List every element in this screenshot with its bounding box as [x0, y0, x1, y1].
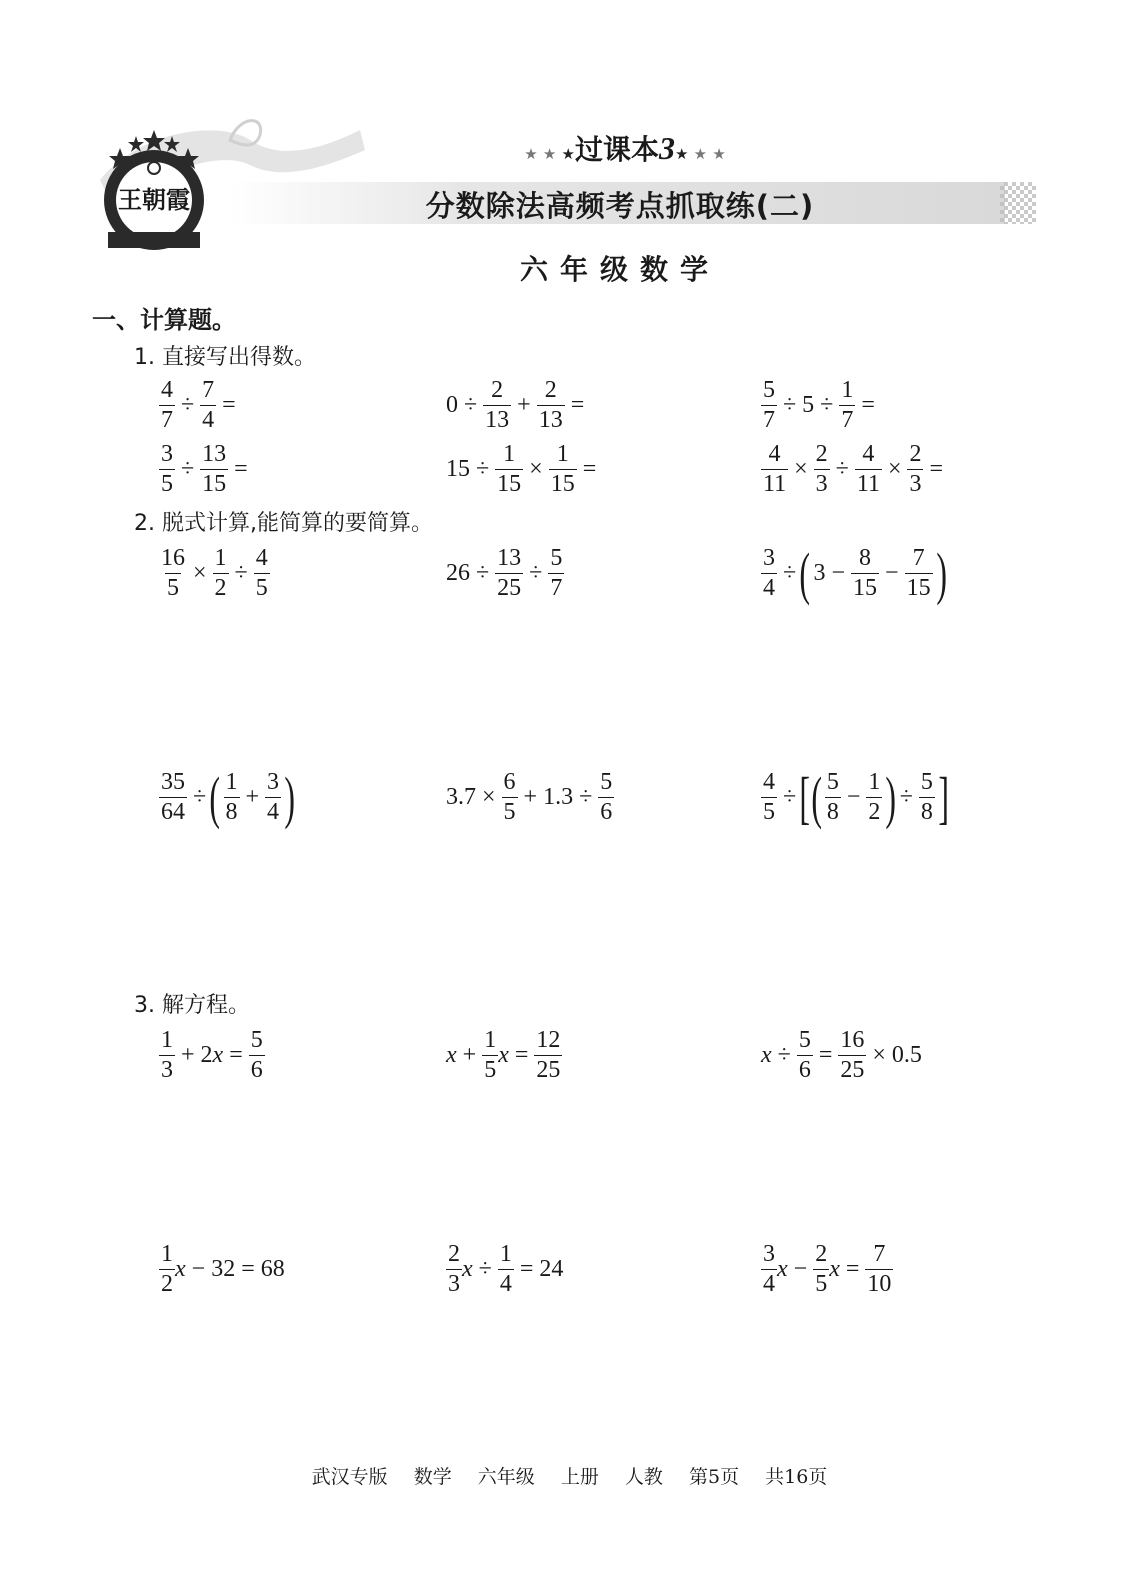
expression-term: =: [845, 1256, 860, 1282]
numerator: 16: [161, 545, 185, 571]
fraction: [498, 1240, 514, 1299]
star-icon: ★: [561, 145, 575, 163]
numerator: 1: [503, 441, 516, 467]
bracket: (: [799, 540, 811, 606]
denominator: 8: [225, 799, 238, 825]
numerator: 5: [550, 545, 563, 571]
fraction: [159, 544, 187, 603]
fraction: [200, 440, 228, 499]
expression-term: =: [861, 392, 875, 418]
fraction: [159, 768, 187, 827]
expression-term: x: [761, 1042, 772, 1068]
expression-term: ÷: [181, 392, 195, 418]
bracket: ): [284, 764, 296, 830]
denominator: 7: [550, 575, 563, 601]
denominator: 13: [538, 407, 563, 433]
expression-term: ÷: [181, 456, 195, 482]
denominator: 5: [484, 1057, 497, 1083]
q1-item-4: [156, 440, 251, 499]
series-name: 过课本: [574, 133, 659, 166]
numerator: 13: [497, 545, 522, 571]
denominator: 15: [497, 471, 522, 497]
expression-term: −: [793, 1256, 808, 1282]
expression-term: x: [777, 1256, 788, 1282]
fraction: [446, 1240, 462, 1299]
logo-text: 王朝霞: [118, 185, 190, 214]
numerator: 1: [556, 441, 569, 467]
q3-item-5: [443, 1240, 566, 1299]
expression-term: =: [818, 1042, 833, 1068]
numerator: 5: [600, 769, 613, 795]
denominator: 4: [267, 799, 280, 825]
fraction: [200, 376, 216, 435]
numerator: 1: [499, 1241, 512, 1267]
fraction: [482, 1026, 498, 1085]
numerator: 8: [859, 545, 872, 571]
denominator: 5: [167, 575, 179, 601]
fraction: [866, 768, 882, 827]
expression-term: =: [929, 456, 944, 482]
bracket: ): [885, 764, 897, 830]
expression-term: =: [582, 456, 597, 482]
denominator: 8: [920, 799, 933, 825]
expression-term: =: [234, 456, 248, 482]
denominator: 7: [763, 407, 775, 433]
expression-term: ÷: [193, 784, 207, 810]
numerator: 2: [815, 441, 828, 467]
expression-term: 3.7 ×: [446, 784, 496, 810]
question-1-label: 1. 直接写出得数。: [134, 345, 316, 370]
footer-publisher: 人教: [624, 1466, 663, 1488]
numerator: 13: [202, 441, 227, 467]
q2-item-4: [156, 764, 296, 830]
footer-subject: 数学: [413, 1466, 452, 1488]
denominator: 6: [798, 1057, 811, 1083]
numerator: 3: [267, 769, 280, 795]
numerator: 7: [912, 545, 925, 571]
numerator: 1: [484, 1027, 497, 1053]
series-label: [500, 128, 750, 168]
expression-term: x: [462, 1256, 473, 1282]
denominator: 5: [815, 1271, 828, 1297]
expression-term: +: [517, 392, 531, 418]
numerator: 3: [161, 441, 173, 467]
fraction: [537, 376, 565, 435]
footer-total: 共16页: [765, 1466, 828, 1488]
denominator: 2: [161, 1271, 173, 1297]
numerator: 2: [491, 377, 504, 403]
fraction: [855, 440, 882, 499]
expression-term: =: [229, 1042, 243, 1068]
q2-item-5: [443, 768, 617, 827]
numerator: 5: [763, 377, 775, 403]
denominator: 4: [763, 1271, 775, 1297]
expression-term: ×: [887, 456, 902, 482]
expression-term: x: [446, 1042, 457, 1068]
banner-pattern: [1000, 182, 1036, 224]
fraction: [254, 544, 270, 603]
denominator: 25: [497, 575, 522, 601]
denominator: 13: [485, 407, 510, 433]
q3-item-1: [156, 1026, 268, 1085]
footer-volume: 上册: [560, 1466, 599, 1488]
expression-term: − 32 = 68: [191, 1256, 285, 1282]
fraction: [825, 768, 841, 827]
denominator: 11: [763, 471, 787, 497]
numerator: 2: [448, 1241, 460, 1267]
denominator: 8: [826, 799, 839, 825]
denominator: 15: [853, 575, 878, 601]
fraction: [919, 768, 935, 827]
q2-item-3: [758, 540, 947, 606]
expression-term: +: [245, 784, 260, 810]
expression-term: ÷: [783, 784, 797, 810]
denominator: 2: [868, 799, 881, 825]
denominator: 3: [448, 1271, 460, 1297]
numerator: 4: [255, 545, 268, 571]
expression-term: 3 −: [813, 560, 846, 586]
denominator: 4: [499, 1271, 512, 1297]
expression-term: ÷: [234, 560, 248, 586]
numerator: 6: [503, 769, 516, 795]
fraction: [598, 768, 614, 827]
q3-item-2: [443, 1026, 565, 1085]
expression-term: ÷: [835, 456, 849, 482]
expression-term: x: [829, 1256, 840, 1282]
denominator: 10: [867, 1271, 892, 1297]
fraction: [534, 1026, 562, 1085]
fraction: [813, 1240, 829, 1299]
expression-term: −: [885, 560, 899, 586]
numerator: 1: [161, 1241, 173, 1267]
numerator: 1: [161, 1027, 173, 1053]
denominator: 6: [600, 799, 613, 825]
expression-term: + 1.3 ÷: [523, 784, 593, 810]
numerator: 7: [202, 377, 215, 403]
fraction: [548, 544, 564, 603]
numerator: 16: [840, 1027, 865, 1053]
expression-term: x: [175, 1256, 186, 1282]
numerator: 1: [868, 769, 881, 795]
fraction: [159, 440, 175, 499]
fraction: [839, 376, 855, 435]
question-2-label: 2. 脱式计算,能简算的要简算。: [134, 511, 433, 536]
fraction: [483, 376, 511, 435]
bracket: ]: [938, 764, 949, 830]
footer-edition: 武汉专版: [311, 1466, 388, 1488]
denominator: 7: [161, 407, 173, 433]
numerator: 5: [920, 769, 933, 795]
fraction: [761, 376, 777, 435]
q3-item-6: [758, 1240, 896, 1299]
numerator: 1: [841, 377, 854, 403]
fraction: [213, 544, 229, 603]
fraction: [159, 1026, 175, 1085]
q1-item-1: [156, 376, 239, 435]
fraction: [905, 544, 933, 603]
numerator: 4: [768, 441, 781, 467]
numerator: 35: [161, 769, 185, 795]
bracket: (: [810, 764, 822, 830]
star-icon: ★ ★: [688, 145, 726, 163]
bracket: (: [209, 764, 221, 830]
denominator: 3: [815, 471, 828, 497]
q2-item-2: [443, 544, 567, 603]
denominator: 5: [503, 799, 516, 825]
star-icon: ★: [675, 145, 689, 163]
numerator: 7: [873, 1241, 886, 1267]
fraction: [249, 1026, 265, 1085]
page-title: 分数除法高频考点抓取练(二): [425, 189, 815, 223]
numerator: 2: [909, 441, 922, 467]
denominator: 6: [250, 1057, 263, 1083]
fraction: [761, 1240, 777, 1299]
fraction: [761, 544, 777, 603]
numerator: 1: [225, 769, 238, 795]
denominator: 7: [841, 407, 854, 433]
q1-item-5: [443, 440, 599, 499]
fraction: [814, 440, 830, 499]
denominator: 4: [202, 407, 215, 433]
denominator: 15: [202, 471, 227, 497]
expression-term: × 0.5: [872, 1042, 922, 1068]
fraction: [549, 440, 577, 499]
q2-item-6: [758, 764, 949, 830]
fraction: [838, 1026, 866, 1085]
publisher-logo: [100, 128, 208, 256]
expression-term: = 24: [519, 1256, 564, 1282]
expression-term: 15 ÷: [446, 456, 490, 482]
fraction: [851, 544, 879, 603]
numerator: 3: [763, 545, 775, 571]
fraction: [761, 440, 788, 499]
expression-term: ÷: [777, 1042, 791, 1068]
q3-item-4: [156, 1240, 288, 1299]
denominator: 3: [909, 471, 922, 497]
expression-term: ÷ 5 ÷: [783, 392, 834, 418]
q3-item-3: [758, 1026, 925, 1085]
subject-title: 六年级数学: [519, 253, 720, 286]
denominator: 5: [255, 575, 268, 601]
denominator: 2: [214, 575, 227, 601]
expression-term: ×: [529, 456, 543, 482]
bracket: ): [935, 540, 947, 606]
fraction: [159, 1240, 175, 1299]
expression-term: ÷: [783, 560, 797, 586]
fraction: [495, 544, 523, 603]
fraction: [797, 1026, 813, 1085]
fraction: [865, 1240, 893, 1299]
q1-item-2: [443, 376, 587, 435]
q2-item-1: [156, 544, 273, 603]
denominator: 25: [840, 1057, 865, 1083]
fraction: [502, 768, 518, 827]
fraction: [907, 440, 923, 499]
expression-term: ÷: [529, 560, 543, 586]
section-heading: 一、计算题。: [92, 306, 236, 334]
denominator: 25: [536, 1057, 561, 1083]
series-number: 3: [659, 130, 675, 166]
numerator: 4: [862, 441, 875, 467]
footer-page: 第5页: [688, 1466, 740, 1488]
numerator: 5: [826, 769, 839, 795]
star-icon: ★ ★: [524, 145, 562, 163]
expression-term: ÷: [899, 784, 913, 810]
expression-term: 0 ÷: [446, 392, 478, 418]
expression-term: +: [462, 1042, 477, 1068]
denominator: 5: [161, 471, 173, 497]
denominator: 64: [161, 799, 185, 825]
numerator: 2: [815, 1241, 828, 1267]
numerator: 4: [763, 769, 775, 795]
expression-term: ×: [794, 456, 808, 482]
fraction: [224, 768, 240, 827]
numerator: 3: [763, 1241, 775, 1267]
numerator: 2: [544, 377, 557, 403]
fraction: [265, 768, 281, 827]
footer-grade: 六年级: [477, 1466, 535, 1488]
expression-term: 26 ÷: [446, 560, 490, 586]
q1-item-3: [758, 376, 878, 435]
expression-term: =: [222, 392, 236, 418]
numerator: 4: [161, 377, 173, 403]
fraction: [159, 376, 175, 435]
fraction: [495, 440, 523, 499]
numerator: 1: [214, 545, 227, 571]
expression-term: =: [514, 1042, 529, 1068]
fraction: [761, 768, 777, 827]
expression-term: x: [498, 1042, 509, 1068]
expression-term: + 2x: [181, 1042, 224, 1068]
denominator: 5: [763, 799, 775, 825]
page-footer: [0, 1462, 1139, 1489]
bracket: [: [799, 764, 811, 830]
denominator: 15: [906, 575, 931, 601]
numerator: 5: [798, 1027, 811, 1053]
q1-item-6: [758, 440, 946, 499]
denominator: 15: [550, 471, 575, 497]
expression-term: ÷: [478, 1256, 492, 1282]
question-3-label: 3. 解方程。: [134, 993, 250, 1018]
denominator: 4: [763, 575, 775, 601]
numerator: 12: [536, 1027, 561, 1053]
numerator: 5: [250, 1027, 263, 1053]
expression-term: =: [570, 392, 585, 418]
expression-term: −: [846, 784, 861, 810]
denominator: 3: [161, 1057, 173, 1083]
denominator: 11: [856, 471, 880, 497]
expression-term: ×: [193, 560, 207, 586]
